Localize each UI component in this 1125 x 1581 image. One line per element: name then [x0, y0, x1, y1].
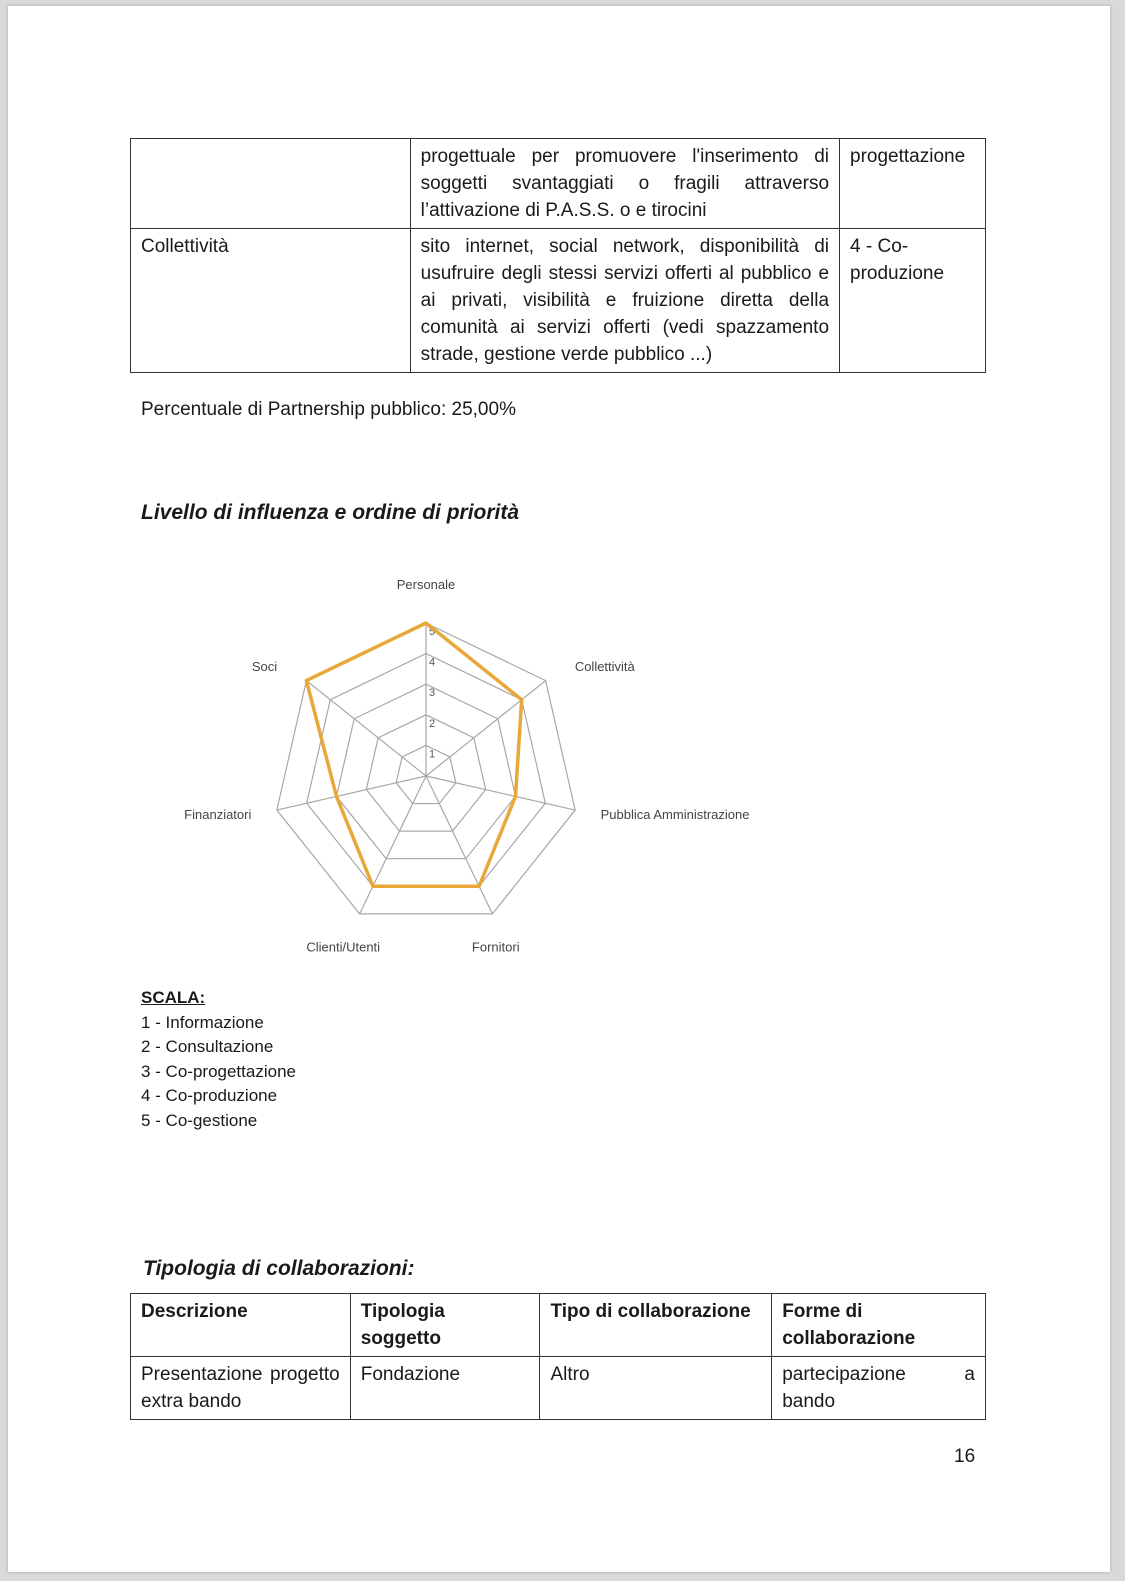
- scale-tick-label: 1: [429, 748, 436, 761]
- scale-legend: [141, 986, 296, 1133]
- scale-item: 2 - Consultazione: [141, 1037, 274, 1056]
- scale-tick-label: 2: [429, 717, 436, 730]
- scale-item: 4 - Co-produzione: [141, 1086, 278, 1105]
- grid-spoke: [426, 776, 492, 914]
- header-tipo-collaborazione: Tipo di collaborazione: [540, 1294, 772, 1357]
- category-label: Soci: [251, 658, 278, 674]
- cell-tipologia-soggetto: Fondazione: [350, 1357, 540, 1420]
- cell-descrizione: Presentazione progetto extra bando: [131, 1357, 351, 1420]
- document-page: [8, 6, 1110, 1572]
- scale-tick-label: 5: [429, 626, 436, 638]
- level-cell: progettazione: [840, 139, 986, 229]
- header-forme-collaborazione: Forme di collaborazione: [772, 1294, 986, 1357]
- scale-item: 3 - Co-progettazione: [141, 1061, 296, 1081]
- collab-heading: Tipologia di collaborazioni:: [143, 1257, 415, 1280]
- stakeholder-cell: Collettività: [131, 229, 411, 373]
- description-cell: sito internet, social network, disponibilità di usufruire degli stessi servizi offerti al pubblico e ai privati, visibilità e fruizione diretta della comunità ai servizi offerti (vedi spazzamento strade, gestione verde pubblico ...): [410, 229, 839, 373]
- cell-tipo-collaborazione: Altro: [540, 1357, 772, 1420]
- partnership-percentage: Percentuale di Partnership pubblico: 25,00%: [141, 399, 516, 420]
- collaboration-table: [130, 1293, 986, 1420]
- scale-tick-label: 3: [429, 687, 436, 700]
- page-number: 16: [954, 1446, 976, 1467]
- scale-item: 5 - Co-gestione: [141, 1110, 258, 1130]
- level-cell: 4 - Co-produzione: [840, 229, 986, 373]
- category-label: Clienti/Utenti: [306, 939, 381, 955]
- radar-chart: [8, 6, 1110, 966]
- scale-item: 1 - Informazione: [141, 1012, 264, 1032]
- category-label: Personale: [396, 577, 456, 592]
- scale-tick-label: 4: [429, 656, 436, 669]
- series-line: [306, 623, 521, 886]
- grid-spoke: [360, 776, 426, 914]
- header-descrizione: Descrizione: [131, 1294, 351, 1357]
- scale-title: SCALA:: [141, 988, 206, 1007]
- category-label: Fornitori: [471, 939, 520, 955]
- category-label: Pubblica Amministrazione: [600, 806, 750, 822]
- category-label: Collettività: [574, 658, 635, 674]
- table-header-row: [131, 1294, 986, 1357]
- influence-heading: Livello di influenza e ordine di priorità: [141, 501, 520, 524]
- table-row: [131, 1357, 986, 1420]
- cell-forme-collaborazione: partecipazione a bando: [772, 1357, 986, 1420]
- description-cell: progettuale per promuovere l'inserimento di soggetti svantaggiati o fragili attraverso l’attivazione di P.A.S.S. o e tirocini: [410, 139, 839, 229]
- category-label: Finanziatori: [184, 806, 252, 822]
- header-tipologia-soggetto: Tipologia soggetto: [350, 1294, 540, 1357]
